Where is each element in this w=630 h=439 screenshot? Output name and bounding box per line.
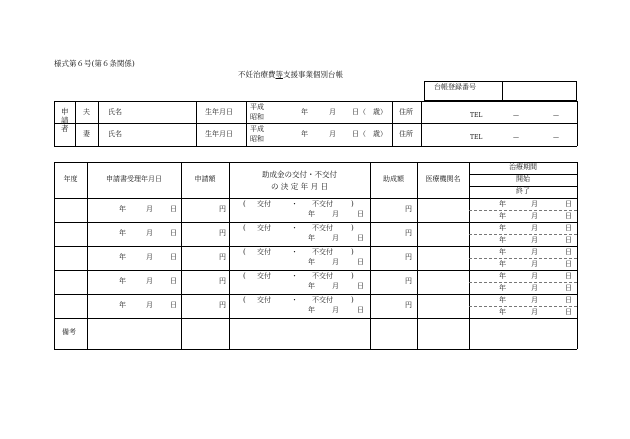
history-row-1-end-year: 年 (499, 212, 506, 220)
rule-line (98, 101, 99, 146)
history-row-4-decision-no-grant[interactable]: 不交付 (312, 272, 333, 280)
history-row-3-received-month: 月 (146, 253, 153, 261)
rule-line (370, 162, 371, 349)
header-fiscal-year: 年度 (63, 175, 78, 183)
history-row-4-received-day: 日 (170, 277, 177, 285)
rule-line (54, 318, 577, 319)
history-row-5-end-year: 年 (499, 308, 506, 316)
header-period: 治療期間 (509, 163, 537, 171)
history-row-2-end-year: 年 (499, 236, 506, 244)
rule-line (75, 101, 76, 146)
wife-era-showa: 昭和 (250, 135, 264, 143)
history-row-4-decision-grant[interactable]: 交付 (257, 272, 271, 280)
dashed-rule (469, 258, 577, 259)
history-row-1-received-day: 日 (170, 205, 177, 213)
rule-line (181, 162, 182, 349)
wife-age: （ 歳） (359, 130, 387, 138)
history-row-4-start-year: 年 (499, 272, 506, 280)
history-row-1-decision-dot: ・ (291, 200, 298, 208)
rule-line (54, 246, 577, 247)
history-row-3-decision-day: 日 (357, 258, 364, 266)
history-row-3-end-month: 月 (531, 260, 538, 268)
rule-line (577, 162, 578, 349)
history-row-3-start-year: 年 (499, 248, 506, 256)
husband-birth-year: 年 (301, 108, 308, 116)
history-row-5-end-month: 月 (531, 308, 538, 316)
rule-line (246, 101, 247, 146)
husband-era-showa: 昭和 (250, 113, 264, 121)
wife-birth-day: 日 (352, 130, 359, 138)
history-row-5-received-month: 月 (146, 301, 153, 309)
history-row-4-end-year: 年 (499, 284, 506, 292)
history-row-1-decision-day: 日 (357, 210, 364, 218)
header-institution: 医療機関名 (425, 175, 461, 183)
husband-tel-label: TEL (470, 112, 483, 119)
history-row-5-decision-year: 年 (308, 306, 315, 314)
history-row-4-decision-close: ) (351, 272, 354, 280)
history-row-5-decision-dot: ・ (291, 296, 298, 304)
history-row-1-decision-month: 月 (332, 210, 339, 218)
history-row-4-grant-yen: 円 (405, 277, 412, 285)
rule-line (392, 101, 393, 146)
form-title-part-2: 支援事業個別台帳 (283, 70, 343, 79)
dashed-rule (469, 234, 577, 235)
wife-address-label: 住所 (399, 130, 413, 138)
husband-age: （ 歳） (359, 108, 387, 116)
history-row-3-end-year: 年 (499, 260, 506, 268)
history-row-4-decision-dot: ・ (291, 272, 298, 280)
history-row-1-received-year: 年 (119, 205, 126, 213)
header-period-start: 開始 (516, 175, 530, 183)
history-row-1-start-year: 年 (499, 200, 506, 208)
history-row-1-decision-close: ) (351, 200, 354, 208)
history-row-3-decision-year: 年 (308, 258, 315, 266)
history-row-1-received-month: 月 (146, 205, 153, 213)
husband-birth-month: 月 (329, 108, 336, 116)
history-row-4-end-month: 月 (531, 284, 538, 292)
rule-line (54, 294, 577, 295)
history-row-1-decision-open: ( (243, 200, 246, 208)
history-row-2-end-month: 月 (531, 236, 538, 244)
history-row-3-decision-no-grant[interactable]: 不交付 (312, 248, 333, 256)
history-row-1-start-day: 日 (565, 200, 572, 208)
history-row-4-decision-day: 日 (357, 282, 364, 290)
form-title-part-1: 不妊治療費 (238, 70, 276, 79)
rule-line (54, 162, 55, 349)
rule-line (421, 101, 422, 146)
history-row-4-decision-year: 年 (308, 282, 315, 290)
history-row-5-decision-open: ( (243, 296, 246, 304)
rule-line (54, 198, 577, 199)
wife-role: 妻 (83, 130, 90, 138)
history-row-1-start-month: 月 (531, 200, 538, 208)
header-period-end: 終了 (516, 187, 530, 195)
rule-line (54, 162, 577, 163)
history-row-4-received-month: 月 (146, 277, 153, 285)
history-row-5-decision-no-grant[interactable]: 不交付 (312, 296, 333, 304)
dashed-rule (469, 306, 577, 307)
header-decision-line1: 助成金の交付・不交付 (262, 170, 337, 179)
rule-line (54, 101, 577, 102)
history-row-5-decision-grant[interactable]: 交付 (257, 296, 271, 304)
history-row-4-start-day: 日 (565, 272, 572, 280)
wife-tel-sep-1: — (513, 134, 519, 141)
history-row-4-received-year: 年 (119, 277, 126, 285)
header-received-date: 申請書受理年月日 (106, 175, 162, 183)
husband-birth-label: 生年月日 (205, 108, 233, 116)
husband-birth-day: 日 (352, 108, 359, 116)
history-row-1-requested-yen: 円 (219, 205, 226, 213)
history-row-2-start-month: 月 (531, 224, 538, 232)
history-row-2-decision-dot: ・ (291, 224, 298, 232)
dashed-rule (469, 282, 577, 283)
history-row-3-decision-open: ( (243, 248, 246, 256)
wife-name-label: 氏名 (108, 130, 122, 138)
history-row-2-received-year: 年 (119, 229, 126, 237)
form-number: 様式第６号(第６条関係) (54, 59, 135, 68)
history-row-4-end-day: 日 (565, 284, 572, 292)
history-row-4-start-month: 月 (531, 272, 538, 280)
history-row-2-grant-yen: 円 (405, 229, 412, 237)
husband-name-label: 氏名 (108, 108, 122, 116)
rule-line (54, 349, 577, 350)
history-row-1-end-month: 月 (531, 212, 538, 220)
history-row-3-decision-dot: ・ (291, 248, 298, 256)
rule-line (54, 101, 55, 146)
husband-address-label: 住所 (399, 108, 413, 116)
history-row-3-received-day: 日 (170, 253, 177, 261)
history-row-5-start-year: 年 (499, 296, 506, 304)
rule-line (54, 222, 577, 223)
history-row-2-end-day: 日 (565, 236, 572, 244)
rule-line (577, 101, 578, 146)
history-row-2-decision-grant[interactable]: 交付 (257, 224, 271, 232)
history-row-3-grant-yen: 円 (405, 253, 412, 261)
history-row-1-decision-no-grant[interactable]: 不交付 (312, 200, 333, 208)
history-row-5-grant-yen: 円 (405, 301, 412, 309)
rule-line (196, 101, 197, 146)
wife-era-heisei: 平成 (250, 125, 264, 133)
history-row-2-received-day: 日 (170, 229, 177, 237)
history-row-2-start-day: 日 (565, 224, 572, 232)
history-row-1-end-day: 日 (565, 212, 572, 220)
history-row-1-decision-grant[interactable]: 交付 (257, 200, 271, 208)
husband-era-heisei: 平成 (250, 103, 264, 111)
history-row-2-received-month: 月 (146, 229, 153, 237)
header-grant-amount: 助成額 (383, 175, 404, 183)
wife-birth-year: 年 (301, 130, 308, 138)
header-amount-requested: 申請額 (194, 175, 216, 183)
applicant-label: 申 請 者 (61, 107, 69, 134)
rule-line (54, 123, 577, 124)
dashed-rule (469, 210, 577, 211)
history-row-5-decision-month: 月 (332, 306, 339, 314)
wife-tel-label: TEL (470, 134, 483, 141)
history-row-2-decision-close: ) (351, 224, 354, 232)
form-title-underlined: 等 (275, 70, 283, 79)
history-row-5-end-day: 日 (565, 308, 572, 316)
history-row-2-decision-day: 日 (357, 234, 364, 242)
history-row-2-start-year: 年 (499, 224, 506, 232)
history-row-3-requested-yen: 円 (219, 253, 226, 261)
history-row-4-decision-month: 月 (332, 282, 339, 290)
form-title (238, 71, 343, 79)
registry-label: 台帳登録番号 (434, 83, 476, 91)
history-row-1-decision-year: 年 (308, 210, 315, 218)
history-row-5-requested-yen: 円 (219, 301, 226, 309)
wife-birth-month: 月 (329, 130, 336, 138)
history-row-3-start-day: 日 (565, 248, 572, 256)
history-row-5-start-day: 日 (565, 296, 572, 304)
history-row-2-requested-yen: 円 (219, 229, 226, 237)
rule-line (87, 162, 88, 349)
rule-line (417, 162, 418, 349)
remarks-label: 備考 (62, 328, 76, 336)
history-row-2-decision-year: 年 (308, 234, 315, 242)
history-row-5-decision-close: ) (351, 296, 354, 304)
husband-tel-sep-1: — (513, 112, 519, 119)
history-row-5-decision-day: 日 (357, 306, 364, 314)
history-row-3-decision-grant[interactable]: 交付 (257, 248, 271, 256)
history-row-2-decision-month: 月 (332, 234, 339, 242)
history-row-1-grant-yen: 円 (405, 205, 412, 213)
history-row-2-decision-open: ( (243, 224, 246, 232)
history-row-2-decision-no-grant[interactable]: 不交付 (312, 224, 333, 232)
husband-tel-sep-2: — (553, 112, 559, 119)
history-row-3-decision-close: ) (351, 248, 354, 256)
history-row-3-end-day: 日 (565, 260, 572, 268)
history-row-3-decision-month: 月 (332, 258, 339, 266)
wife-birth-label: 生年月日 (205, 130, 233, 138)
history-row-5-received-day: 日 (170, 301, 177, 309)
header-decision-line2: の 決 定 年 月 日 (271, 182, 328, 191)
history-row-4-requested-yen: 円 (219, 277, 226, 285)
husband-role: 夫 (83, 108, 90, 116)
history-row-4-decision-open: ( (243, 272, 246, 280)
wife-tel-sep-2: — (553, 134, 559, 141)
rule-line (54, 270, 577, 271)
rule-line (54, 146, 577, 147)
history-row-3-start-month: 月 (531, 248, 538, 256)
history-row-3-received-year: 年 (119, 253, 126, 261)
history-row-5-received-year: 年 (119, 301, 126, 309)
history-row-5-start-month: 月 (531, 296, 538, 304)
